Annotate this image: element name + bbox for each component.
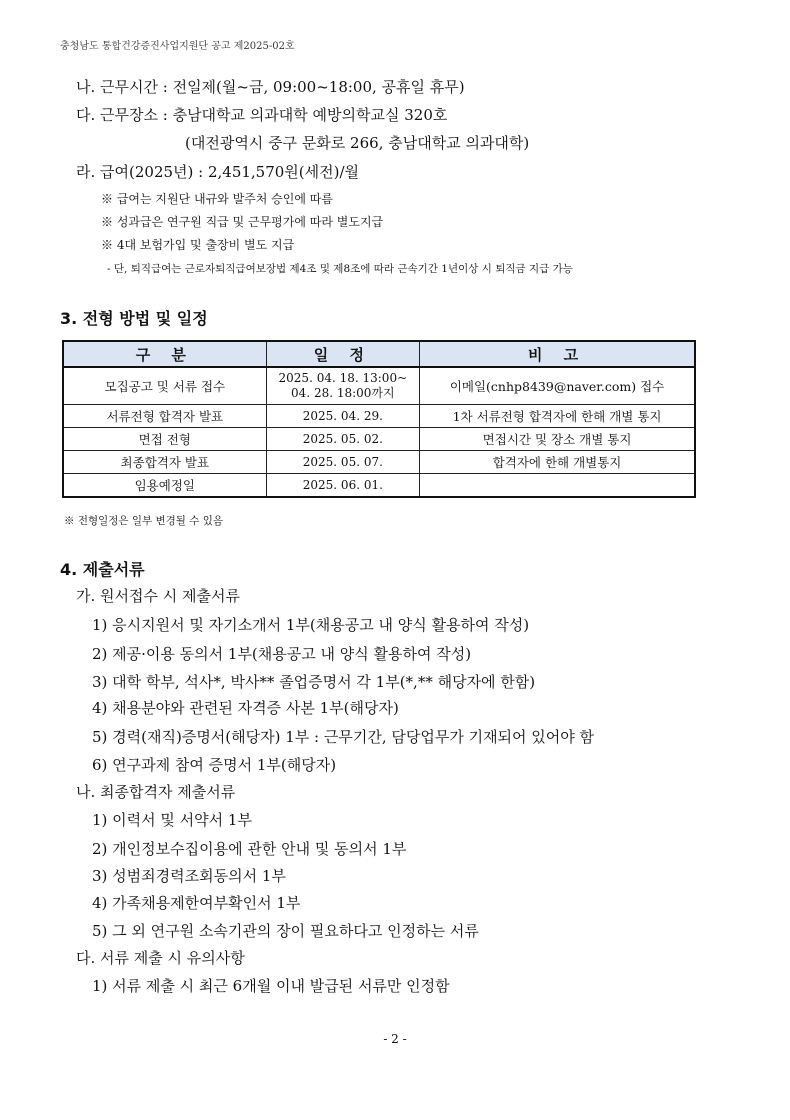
salary: 라. 급여(2025년) : 2,451,570원(세전)/월 (76, 163, 360, 181)
work-time: 나. 근무시간 : 전일제(월~금, 09:00~18:00, 공휴일 휴무) (76, 78, 465, 96)
list-item: 6) 연구과제 참여 증명서 1부(해당자) (92, 756, 337, 774)
sub-a-title: 가. 원서접수 시 제출서류 (76, 587, 240, 605)
row-schedule: 2025. 05. 02. (266, 428, 419, 451)
sub-c-title: 다. 서류 제출 시 유의사항 (76, 949, 245, 967)
sub-b-title: 나. 최종합격자 제출서류 (76, 783, 236, 801)
salary-note: ※ 4대 보험가입 및 출장비 별도 지급 (101, 238, 295, 252)
row-category: 서류전형 합격자 발표 (63, 405, 266, 428)
table-row (63, 428, 695, 451)
header-schedule: 일 정 (266, 341, 419, 367)
row-remark: 합격자에 한해 개별통지 (420, 451, 695, 474)
table-row (63, 474, 695, 498)
row-category: 임용예정일 (63, 474, 266, 498)
header-category: 구 분 (63, 341, 266, 367)
row-schedule: 2025. 04. 29. (266, 405, 419, 428)
schedule-table (62, 340, 696, 498)
schedule-line: 2025. 04. 18. 13:00~ (278, 371, 408, 385)
list-item: 1) 이력서 및 서약서 1부 (92, 811, 252, 829)
list-item: 2) 제공·이용 동의서 1부(채용공고 내 양식 활용하여 작성) (92, 645, 472, 663)
list-item: 3) 대학 학부, 석사*, 박사** 졸업증명서 각 1부(*,** 해당자에 한함) (92, 673, 536, 691)
work-address: (대전광역시 중구 문화로 266, 충남대학교 의과대학) (185, 134, 530, 152)
row-remark: 면접시간 및 장소 개별 통지 (420, 428, 695, 451)
list-item: 1) 서류 제출 시 최근 6개월 이내 발급된 서류만 인정함 (92, 977, 450, 995)
row-remark: 이메일(cnhp8439@naver.com) 접수 (420, 367, 695, 405)
row-remark: 1차 서류전형 합격자에 한해 개별 통지 (420, 405, 695, 428)
section-3-title: 3. 전형 방법 및 일정 (60, 309, 208, 328)
row-category: 최종합격자 발표 (63, 451, 266, 474)
severance-note: - 단, 퇴직급여는 근로자퇴직급여보장법 제4조 및 제8조에 따라 근속기간 1년이상 시 퇴직금 지급 가능 (107, 263, 573, 275)
document-header: 충청남도 통합건강증진사업지원단 공고 제2025-02호 (60, 41, 295, 52)
salary-note: ※ 성과급은 연구원 직급 및 근무평가에 따라 별도지급 (101, 215, 384, 229)
row-category: 모집공고 및 서류 접수 (63, 367, 266, 405)
schedule-note: ※ 전형일정은 일부 변경될 수 있음 (64, 515, 224, 527)
section-4-title: 4. 제출서류 (60, 560, 145, 579)
list-item: 5) 경력(재직)증명서(해당자) 1부 : 근무기간, 담당업무가 기재되어 있어야 함 (92, 728, 595, 746)
work-place: 다. 근무장소 : 충남대학교 의과대학 예방의학교실 320호 (76, 106, 448, 124)
list-item: 3) 성범죄경력조회동의서 1부 (92, 867, 286, 885)
schedule-line: 04. 28. 18:00까지 (291, 386, 395, 400)
table-row (63, 367, 695, 405)
table-row (63, 405, 695, 428)
page-number: - 2 - (383, 1032, 407, 1046)
row-schedule (266, 367, 419, 405)
row-schedule: 2025. 05. 07. (266, 451, 419, 474)
header-remark: 비 고 (420, 341, 695, 367)
table-header-row (63, 341, 695, 367)
list-item: 1) 응시지원서 및 자기소개서 1부(채용공고 내 양식 활용하여 작성) (92, 616, 530, 634)
list-item: 5) 그 외 연구원 소속기관의 장이 필요하다고 인정하는 서류 (92, 922, 479, 940)
table-row (63, 451, 695, 474)
row-remark (420, 474, 695, 498)
salary-note: ※ 급여는 지원단 내규와 발주처 승인에 따름 (101, 192, 333, 206)
list-item: 4) 채용분야와 관련된 자격증 사본 1부(해당자) (92, 699, 399, 717)
row-category: 면접 전형 (63, 428, 266, 451)
list-item: 2) 개인정보수집이용에 관한 안내 및 동의서 1부 (92, 840, 407, 858)
row-schedule: 2025. 06. 01. (266, 474, 419, 498)
list-item: 4) 가족채용제한여부확인서 1부 (92, 894, 301, 912)
